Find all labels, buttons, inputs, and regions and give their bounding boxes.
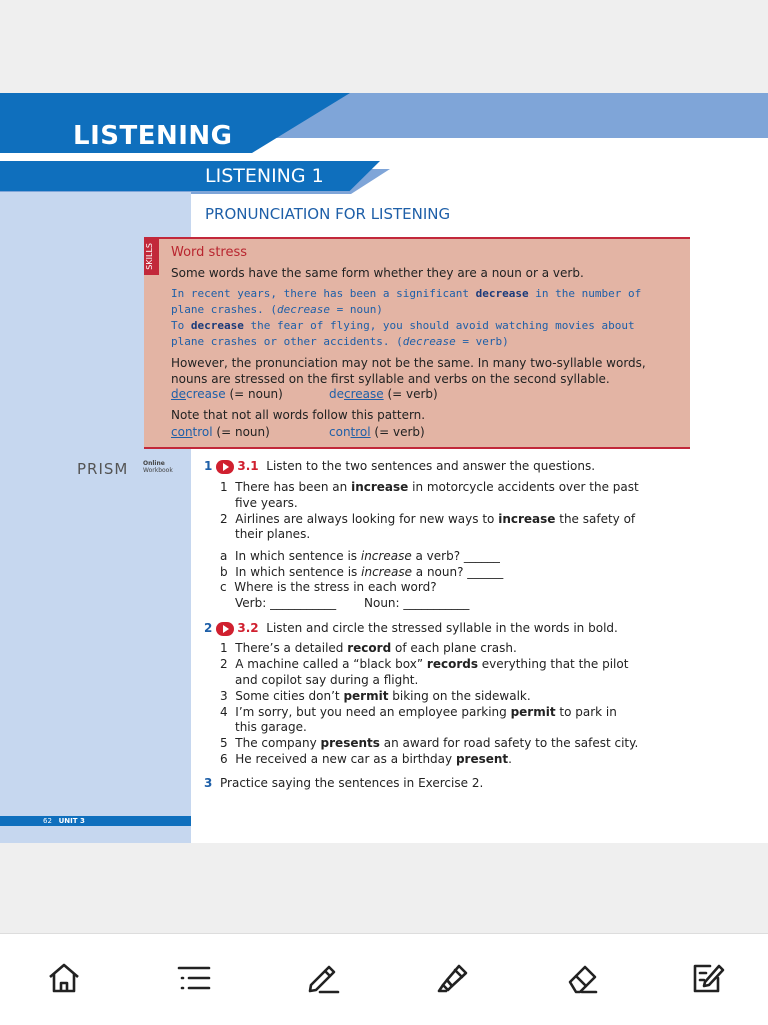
exercise-2-item: 4 I’m sorry, but you need an employee parking permit to park in [220,705,617,719]
skills-title: Word stress [171,245,248,260]
exercise-1-item-2: 2 Airlines are always looking for new ways to increase the safety of [220,512,636,526]
exercise-1-item-2-cont: their planes. [235,527,311,541]
example-1-line-2: plane crashes. (decrease = noun) [171,303,383,316]
verb-answer-line: Verb: ___________ [235,596,337,610]
textbook-page [0,93,768,843]
question-b: b In which sentence is increase a noun? ______ [220,565,504,579]
eraser-icon[interactable] [562,958,602,998]
exercise-2-instruction: 2 3.2 Listen and circle the stressed syllable in the words in bold. [204,621,618,635]
control-verb-example: control (= verb) [329,425,425,439]
highlighter-icon[interactable] [433,958,473,998]
exercise-2-item: 2 A machine called a “black box” records everything that the pilot [220,657,629,671]
exercise-1-instruction: 1 3.1 Listen to the two sentences and answer the questions. [204,459,596,473]
footer-page-info: 62 UNIT 3 [43,817,85,825]
bold-target-word: permit [510,705,556,719]
decrease-noun-example: decrease (= noun) [171,387,283,401]
skills-tag [144,239,159,275]
page-subtitle: LISTENING 1 [205,165,324,187]
audio-play-icon[interactable] [216,460,234,474]
example-2-line-2: plane crashes or other accidents. (decrease = verb) [171,335,509,348]
question-a: a In which sentence is increase a verb? ______ [220,549,500,563]
example-1-line-1: In recent years, there has been a significant decrease in the number of [171,287,642,300]
section-heading: PRONUNCIATION FOR LISTENING [205,205,451,223]
prism-logo: PRISM [77,460,129,478]
skills-intro: Some words have the same form whether they are a noun or a verb. [171,266,584,280]
however-line-1: However, the pronunciation may not be the same. In many two-syllable words, [171,356,646,370]
exercise-3: 3 Practice saying the sentences in Exercise 2. [204,776,484,790]
bold-target-word: present [455,752,509,766]
decrease-verb-example: decrease (= verb) [329,387,438,401]
control-noun-example: control (= noun) [171,425,270,439]
page-title: LISTENING [73,121,233,151]
bottom-toolbar [0,933,768,1025]
exercise-2-item: 5 The company presents an award for road safety to the safest city. [220,736,639,750]
prism-online-workbook: Online Workbook [143,460,173,474]
however-line-2: nouns are stressed on the first syllable and verbs on the second syllable. [171,372,610,386]
home-icon[interactable] [44,958,84,998]
exercise-1-item-1-cont: five years. [235,496,298,510]
skills-tag-label: SKILLS [145,243,154,270]
pen-icon[interactable] [302,958,342,998]
bold-target-word: records [426,657,478,671]
skills-box [144,237,690,449]
question-c: c Where is the stress in each word? [220,580,437,594]
bold-target-word: permit [343,689,389,703]
edit-note-icon[interactable] [688,958,728,998]
example-2-line-1: To decrease the fear of flying, you should avoid watching movies about [171,319,635,332]
exercise-2-item-cont: and copilot say during a flight. [235,673,419,687]
note-line: Note that not all words follow this pattern. [171,408,426,422]
exercise-2-item: 1 There’s a detailed record of each plane crash. [220,641,517,655]
exercise-2-item-cont: this garage. [235,720,307,734]
audio-play-icon[interactable] [216,622,234,636]
exercise-1-item-1: 1 There has been an increase in motorcycle accidents over the past [220,480,639,494]
bold-target-word: presents [320,736,380,750]
list-icon[interactable] [174,958,214,998]
exercise-2-item: 6 He received a new car as a birthday present. [220,752,512,766]
exercise-2-item: 3 Some cities don’t permit biking on the sidewalk. [220,689,531,703]
footer-bar [0,816,191,826]
bold-target-word: record [347,641,392,655]
noun-answer-line: Noun: ___________ [364,596,470,610]
